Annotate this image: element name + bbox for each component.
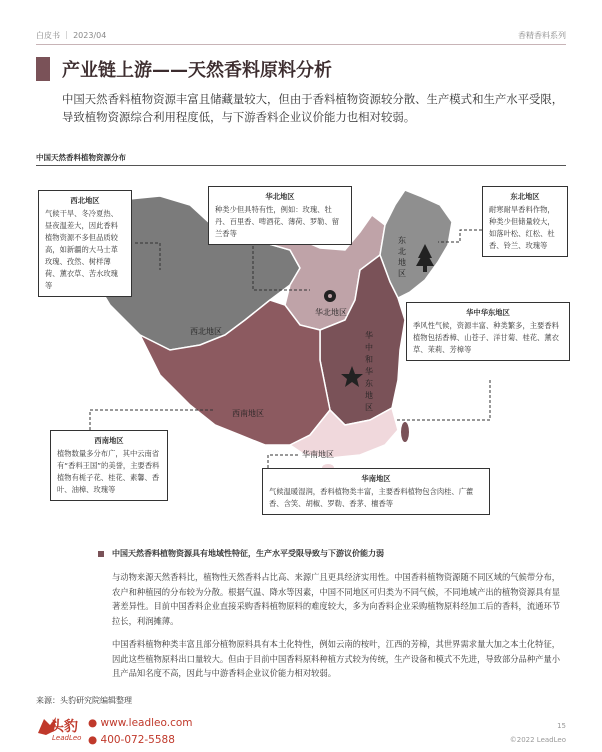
info-box-title: 华北地区: [265, 192, 295, 201]
map-label-central-char: 地: [365, 391, 373, 400]
page-title: 产业链上游——天然香料原料分析: [62, 60, 332, 81]
map-label-north: 华北地区: [315, 308, 347, 317]
logo-text-cn: 头豹: [50, 719, 78, 735]
map-label-northwest: 西北地区: [190, 327, 222, 336]
map-label-south: 华南地区: [302, 450, 334, 459]
info-box-title: 东北地区: [510, 192, 540, 201]
bullet-square-icon: [98, 551, 104, 557]
map-label-northeast-char: 区: [398, 269, 406, 278]
connector-southwest: [90, 410, 215, 430]
info-box-north: [208, 186, 352, 245]
website-text: www.leadleo.com: [100, 717, 193, 729]
key-finding: [98, 548, 384, 559]
info-box-text: 耐寒耐旱香料作物，种类少但储量较大，如落叶松、红松、杜香、铃兰、玫瑰等: [489, 205, 555, 250]
info-box-northwest: [38, 190, 132, 297]
map-label-central-char: 华: [365, 331, 373, 340]
info-box-southwest: [50, 430, 168, 501]
info-box-text: 种类少但具特有性，例如：玫瑰、牡丹、百里香、啤酒花、薄荷、罗勒、留兰香等: [215, 205, 340, 238]
region-northeast: [380, 190, 452, 298]
map-label-central-char: 区: [365, 403, 373, 412]
phone-number: [88, 734, 175, 746]
map-label-southwest: 西南地区: [232, 409, 264, 418]
header-right: 香精香料系列: [518, 31, 566, 40]
info-box-text: 气候干旱、冬冷夏热、昼夜温差大，因此香料植物资源不多但品质较高，如新疆的大马士革玫瑰、孜然、树样薄荷、薰衣草、苦水玫瑰等: [45, 209, 118, 290]
map-label-northeast-char: 东: [398, 236, 406, 245]
map-label-central-char: 华: [365, 367, 373, 376]
flower-icon: [324, 290, 336, 302]
section-title: 中国天然香料植物资源分布: [36, 153, 126, 162]
logo-text-en: LeadLeo: [52, 734, 82, 742]
info-box-title: 西北地区: [70, 196, 100, 205]
info-box-text: 植物数量多分布广，其中云南省有“香料王国”的美誉，主要香料植物有栀子花、桂花、素馨、香叶、油樟、玫瑰等: [57, 449, 160, 494]
page-number: 15: [557, 722, 566, 730]
info-box-title: 华南地区: [361, 474, 391, 483]
info-box-text: 气候温暖湿润，香料植物类丰富，主要香料植物包含肉桂、广藿香、含笑、胡椒、罗勒、香茅、檀香等: [269, 487, 474, 508]
info-box-text: 季风性气候，资源丰富、种类繁多，主要香料植物包括香樟、山苍子、洋甘菊、桂花、薰衣草、茉莉、芳樟等: [413, 321, 559, 354]
body-paragraph: 中国香料植物种类丰富且部分植物原料具有本土化特性，例如云南的桉叶，江西的芳樟，其世界需求量大加之本土化特征，因此这些植物原料出口量较大。但由于目前中国香料原料种植方式较为传统，生产设备和模式不先进，导致部分品种产量小且产品知名度不高，因此与中游香料企业议价能力相对较弱。: [112, 639, 561, 678]
info-box-title: 华中华东地区: [466, 308, 510, 317]
body-paragraph: 与动物来源天然香料比，植物性天然香料占比高、来源广且更具经济实用性。中国香料植物资源随不同区域的气候带分布，农户和种植园的分布较为分散。根据气温、降水等因素，中国不同地区可归类为不同气候，不同地域产出的植物资源具有显著差异性。目前中国香料企业直接采购香料植物原料的难度较大，多为向香料企业采购植物原料经加工后的香料，流通环节拉长，利润摊薄。: [112, 572, 561, 626]
phone-text: 400-072-5588: [100, 734, 175, 746]
info-box-south: [262, 468, 490, 515]
header-left: 白皮书 ｜ 2023/04: [36, 31, 107, 40]
map-label-central-east: [365, 330, 375, 414]
map-label-central-char: 中: [365, 343, 373, 352]
phone-icon: ●: [88, 734, 98, 746]
copyright: ©2022 LeadLeo: [509, 736, 566, 744]
source-note: 来源：头豹研究院编辑整理: [36, 696, 132, 705]
connector-central: [396, 380, 490, 420]
key-finding-text: 中国天然香料植物资源具有地域性特征，生产水平受限导致与下游议价能力弱: [112, 549, 384, 558]
info-box-central-east: [406, 302, 570, 361]
island-taiwan: [401, 422, 409, 442]
map-label-northeast: [398, 235, 408, 279]
map-label-northeast-char: 北: [398, 247, 406, 256]
map-label-central-char: 和: [365, 355, 373, 364]
globe-icon: ●: [88, 717, 98, 729]
info-box-northeast: [482, 186, 568, 257]
page-subtitle: 中国天然香料植物资源丰富且储藏量较大，但由于香料植物资源较分散、生产模式和生产水平受限，导致植物资源综合利用程度低，与下游香料企业议价能力也相对较弱。: [62, 92, 564, 124]
map-label-central-char: 东: [365, 379, 373, 388]
website-link[interactable]: [88, 717, 193, 729]
map-label-northeast-char: 地: [398, 258, 406, 267]
info-box-title: 西南地区: [94, 436, 124, 445]
